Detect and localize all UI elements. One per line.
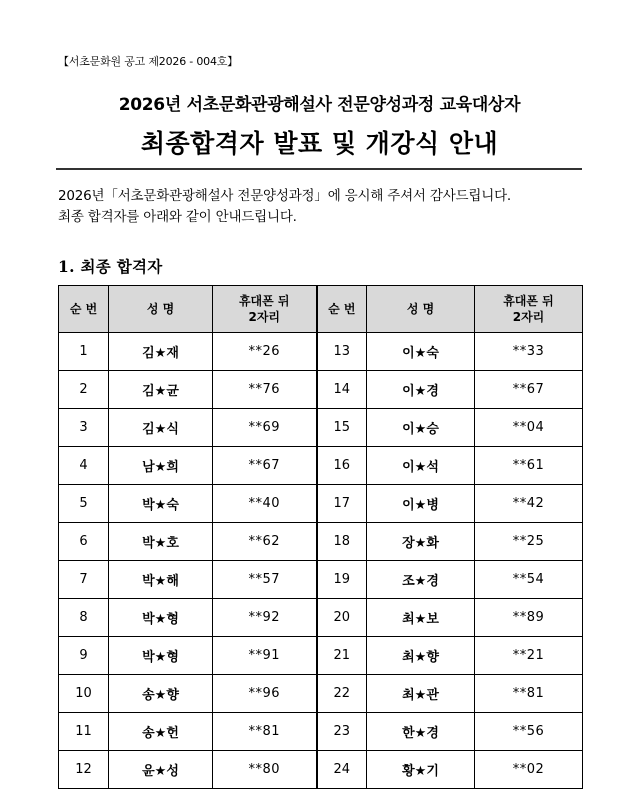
cell-number: 21: [317, 637, 367, 675]
cell-name: 윤★성: [109, 751, 213, 789]
cell-phone: **67: [213, 447, 317, 485]
table-row: [59, 371, 583, 409]
section-heading-final-passers: 1. 최종 합격자: [58, 257, 163, 276]
document-subtitle: 최종합격자 발표 및 개강식 안내: [140, 129, 499, 158]
cell-name: 송★헌: [109, 713, 213, 751]
cell-phone: **76: [213, 371, 317, 409]
cell-number: 19: [317, 561, 367, 599]
cell-phone: **80: [213, 751, 317, 789]
table-row: [59, 333, 583, 371]
cell-name: 김★재: [109, 333, 213, 371]
cell-name: 이★승: [367, 409, 475, 447]
cell-name: 최★보: [367, 599, 475, 637]
cell-phone: **56: [475, 713, 583, 751]
cell-name: 이★숙: [367, 333, 475, 371]
table-row: [59, 409, 583, 447]
cell-name: 이★석: [367, 447, 475, 485]
final-passers-table: [58, 285, 583, 789]
cell-number: 10: [59, 675, 109, 713]
cell-number: 22: [317, 675, 367, 713]
intro-line-1: 2026년「서초문화관광해설사 전문양성과정」에 응시해 주셔서 감사드립니다.: [58, 188, 512, 204]
document-title: 2026년 서초문화관광해설사 전문양성과정 교육대상자: [118, 95, 521, 115]
cell-phone: **61: [475, 447, 583, 485]
cell-number: 8: [59, 599, 109, 637]
cell-name: 박★숙: [109, 485, 213, 523]
intro-line-2: 최종 합격자를 아래와 같이 안내드립니다.: [58, 209, 297, 225]
cell-phone: **33: [475, 333, 583, 371]
cell-phone: **81: [213, 713, 317, 751]
cell-phone: **69: [213, 409, 317, 447]
cell-name: 황★기: [367, 751, 475, 789]
cell-phone: **89: [475, 599, 583, 637]
cell-number: 7: [59, 561, 109, 599]
header-name: 성 명: [367, 286, 475, 333]
cell-phone: **54: [475, 561, 583, 599]
cell-name: 이★병: [367, 485, 475, 523]
notice-number: 【서초문화원 공고 제2026 - 004호】: [58, 55, 238, 68]
cell-name: 최★향: [367, 637, 475, 675]
cell-name: 박★형: [109, 637, 213, 675]
cell-number: 18: [317, 523, 367, 561]
cell-name: 이★경: [367, 371, 475, 409]
table-row: [59, 675, 583, 713]
cell-name: 박★호: [109, 523, 213, 561]
cell-name: 박★형: [109, 599, 213, 637]
table-row: [59, 713, 583, 751]
table-row: [59, 523, 583, 561]
cell-phone: **02: [475, 751, 583, 789]
table-row: [59, 485, 583, 523]
cell-number: 11: [59, 713, 109, 751]
cell-number: 9: [59, 637, 109, 675]
cell-number: 6: [59, 523, 109, 561]
cell-phone: **96: [213, 675, 317, 713]
cell-number: 3: [59, 409, 109, 447]
table-row: [59, 751, 583, 789]
cell-phone: **57: [213, 561, 317, 599]
table-row: [59, 637, 583, 675]
cell-name: 박★해: [109, 561, 213, 599]
header-phone: 휴대폰 뒤 2자리: [213, 286, 317, 333]
header-name: 성 명: [109, 286, 213, 333]
cell-phone: **42: [475, 485, 583, 523]
cell-phone: **67: [475, 371, 583, 409]
cell-phone: **26: [213, 333, 317, 371]
cell-number: 13: [317, 333, 367, 371]
cell-number: 14: [317, 371, 367, 409]
cell-phone: **40: [213, 485, 317, 523]
cell-number: 17: [317, 485, 367, 523]
intro-paragraph: [58, 186, 511, 228]
cell-number: 5: [59, 485, 109, 523]
table-row: [59, 561, 583, 599]
title-divider: [56, 168, 582, 170]
header-phone: 휴대폰 뒤 2자리: [475, 286, 583, 333]
cell-number: 1: [59, 333, 109, 371]
cell-number: 16: [317, 447, 367, 485]
cell-name: 장★화: [367, 523, 475, 561]
cell-phone: **81: [475, 675, 583, 713]
table-header-row: [59, 286, 583, 333]
cell-name: 최★관: [367, 675, 475, 713]
header-number: 순 번: [59, 286, 109, 333]
cell-number: 12: [59, 751, 109, 789]
table-row: [59, 599, 583, 637]
cell-phone: **62: [213, 523, 317, 561]
header-number: 순 번: [317, 286, 367, 333]
cell-number: 23: [317, 713, 367, 751]
cell-name: 송★향: [109, 675, 213, 713]
cell-name: 한★경: [367, 713, 475, 751]
cell-number: 24: [317, 751, 367, 789]
cell-number: 4: [59, 447, 109, 485]
cell-name: 조★경: [367, 561, 475, 599]
cell-phone: **04: [475, 409, 583, 447]
cell-number: 2: [59, 371, 109, 409]
cell-name: 김★식: [109, 409, 213, 447]
cell-phone: **25: [475, 523, 583, 561]
table-row: [59, 447, 583, 485]
cell-number: 15: [317, 409, 367, 447]
cell-name: 김★균: [109, 371, 213, 409]
cell-name: 남★희: [109, 447, 213, 485]
cell-phone: **21: [475, 637, 583, 675]
cell-number: 20: [317, 599, 367, 637]
cell-phone: **92: [213, 599, 317, 637]
cell-phone: **91: [213, 637, 317, 675]
